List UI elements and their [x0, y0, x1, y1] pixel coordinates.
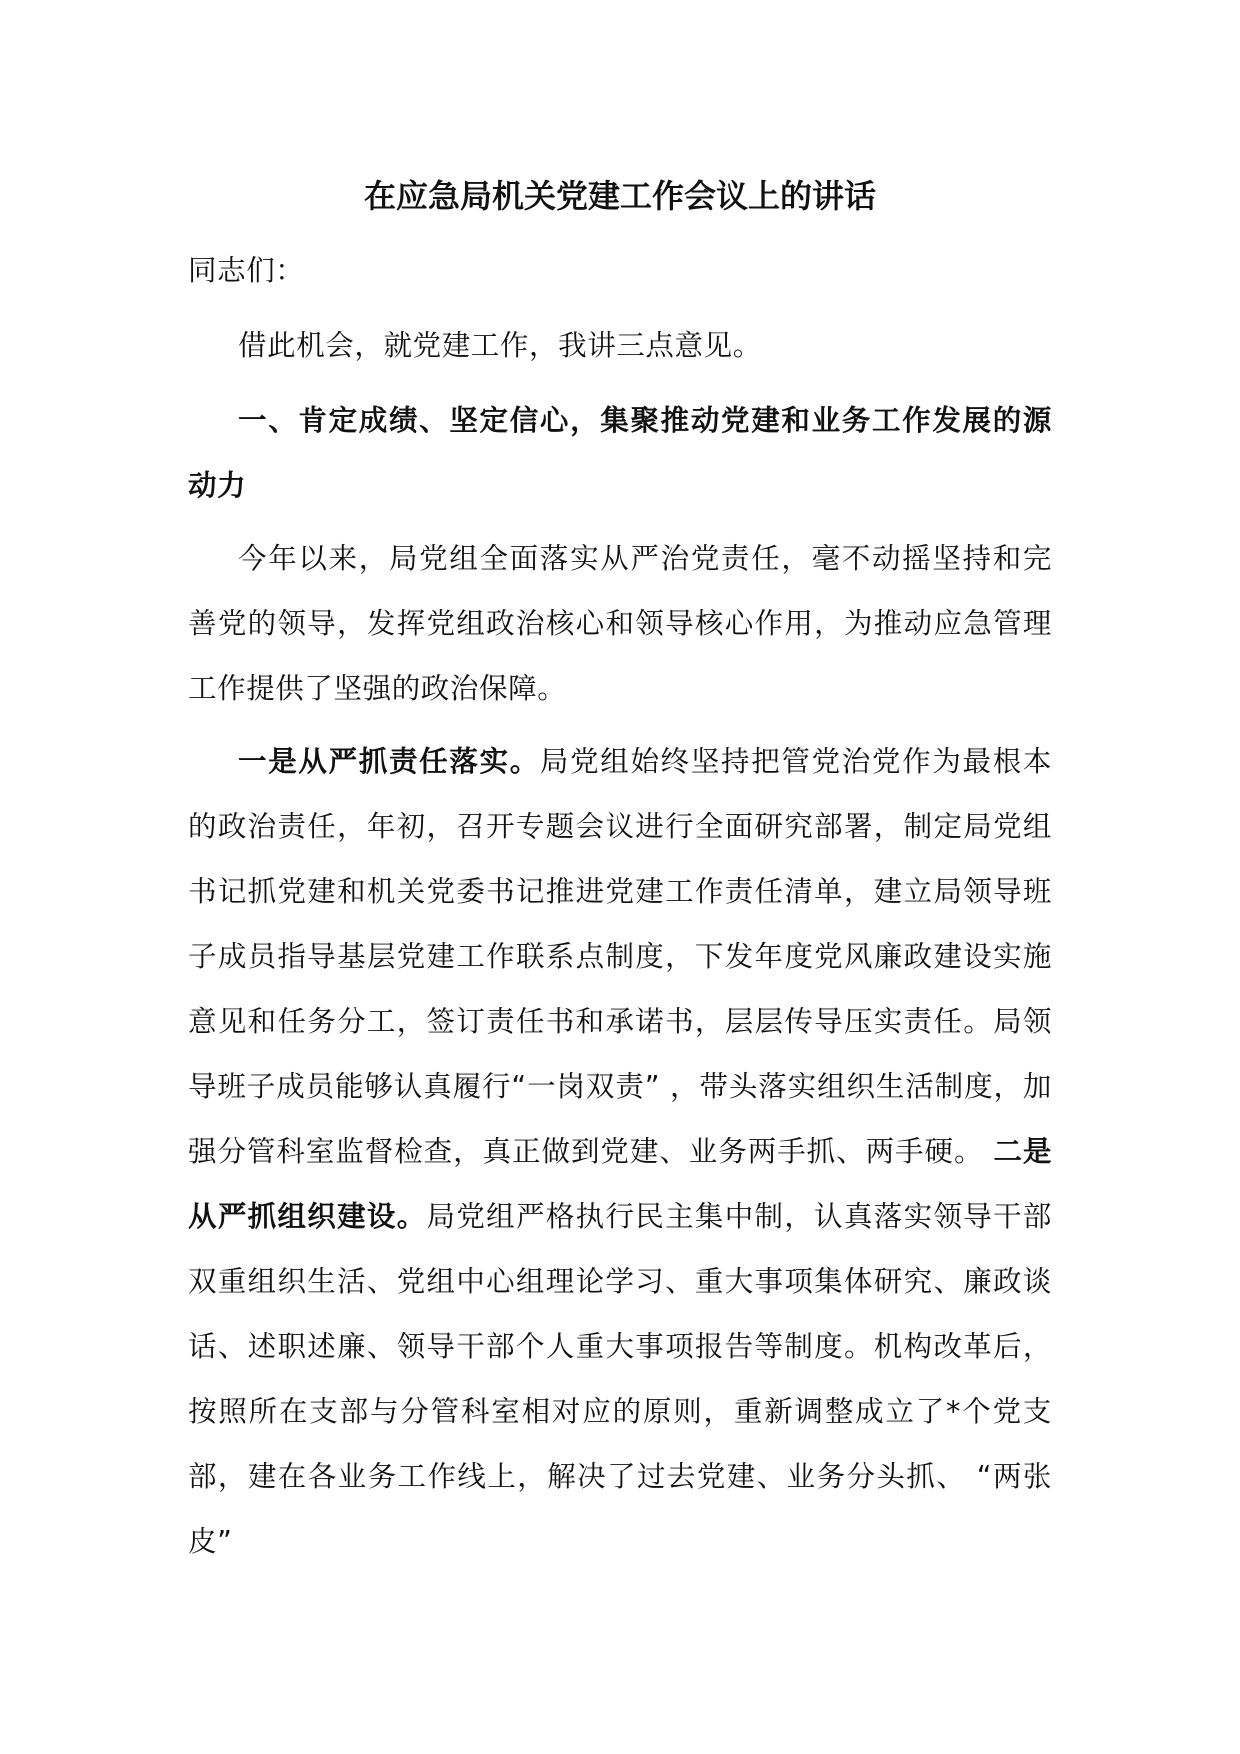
- point-2-body: 局党组严格执行民主集中制，认真落实领导干部双重组织生活、党组中心组理论学习、重大事项集体研究、廉政谈话、述职述廉、领导干部个人重大事项报告等制度。机构改革后，按照所在支部与分管科室相对应的原则，重新调整成立了*个党支部，建在各业务工作线上，解决了过去党建、业务分头抓、 “两张皮”: [188, 1200, 1052, 1558]
- intro-paragraph: 借此机会，就党建工作，我讲三点意见。: [238, 329, 762, 362]
- point-2-lead: 二是从严抓组织建设。: [188, 1135, 1052, 1233]
- section-heading-1: 一、肯定成绩、坚定信心，集聚推动党建和业务工作发展的源动力: [188, 404, 1052, 502]
- salutation: 同志们：: [188, 254, 305, 287]
- point-1-lead: 一是从严抓责任落实。: [238, 745, 540, 778]
- paragraph-achievements: 今年以来，局党组全面落实从严治党责任，毫不动摇坚持和完善党的领导，发挥党组政治核心和领导核心作用，为推动应急管理工作提供了坚强的政治保障。: [188, 542, 1052, 705]
- document-body: [188, 168, 1052, 1574]
- paragraph-points: [188, 729, 1052, 1574]
- point-1-body: 局党组始终坚持把管党治党作为最根本的政治责任，年初，召开专题会议进行全面研究部署，制定局党组书记抓党建和机关党委书记推进党建工作责任清单，建立局领导班子成员指导基层党建工作联系点制度，下发年度党风廉政建设实施意见和任务分工，签订责任书和承诺书，层层传导压实责任。局领导班子成员能够认真履行“一岗双责” ，带头落实组织生活制度，加强分管科室监督检查，真正做到党建、业务两手抓、两手硬。: [188, 745, 1052, 1168]
- document-title: 在应急局机关党建工作会议上的讲话: [363, 177, 876, 215]
